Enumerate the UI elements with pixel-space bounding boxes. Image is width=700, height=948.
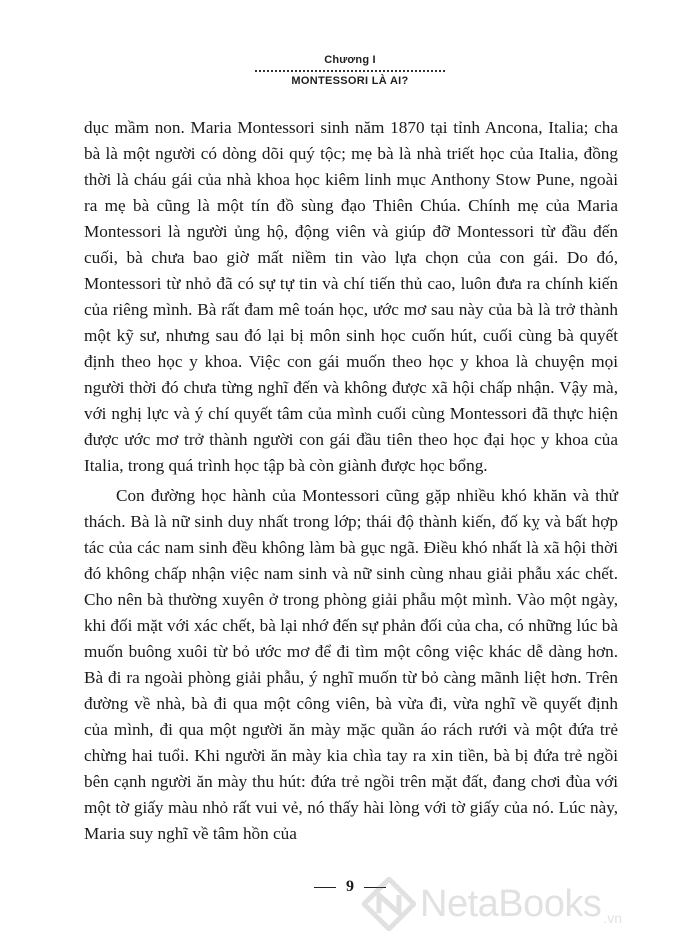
page-number-left-dash [314,887,336,888]
watermark-suffix: .vn [603,910,623,926]
netabooks-logo-icon [362,877,416,931]
chapter-subtitle: MONTESSORI LÀ AI? [291,75,409,87]
page-number-value: 9 [346,878,354,895]
header-dotted-divider [255,70,445,72]
page-body [84,115,618,847]
chapter-label: Chương I [324,54,376,66]
paragraph-continued: dục mầm non. Maria Montessori sinh năm 1870 tại tỉnh Ancona, Italia; cha bà là một người có dòng dõi quý tộc; mẹ bà là nhà triết học của Italia, đồng thời là cháu gái của nhà khoa học kiêm linh mục Anthony Stow Pune, ngoài ra mẹ bà cũng là một tín đồ sùng đạo Thiên Chúa. Chính mẹ của Maria Montessori là người ủng hộ, động viên và giúp đỡ Montessori từ đầu đến cuối, bà chưa bao giờ mất niềm tin vào lựa chọn của con gái. Do đó, Montessori từ nhỏ đã có sự tự tin và chí tiến thủ cao, luôn đưa ra chính kiến của riêng mình. Bà rất đam mê toán học, ước mơ sau này của bà là trở thành một kỹ sư, nhưng sau đó lại bị môn sinh học cuốn hút, cuối cùng bà quyết định theo học y khoa. Việc con gái muốn theo học y khoa là chuyện mọi người thời đó chưa từng nghĩ đến và không được xã hội chấp nhận. Vậy mà, với nghị lực và ý chí quyết tâm của mình cuối cùng Montessori đã thực hiện được ước mơ trở thành người con gái đầu tiên theo học đại học y khoa của Italia, trong quá trình học tập bà còn giành được học bổng. [84,118,618,475]
netabooks-watermark [362,874,692,934]
watermark-brand: NetaBooks [420,882,602,925]
chapter-header [0,54,700,88]
paragraph: Con đường học hành của Montessori cũng gặp nhiều khó khăn và thử thách. Bà là nữ sinh duy nhất trong lớp; thái độ thành kiến, đố kỵ và bất hợp tác của các nam sinh đều không làm bà gục ngã. Điều khó nhất là xã hội thời đó không chấp nhận việc nam sinh và nữ sinh cùng nhau giải phẫu xác chết. Cho nên bà thường xuyên ở trong phòng giải phẫu một mình. Vào một ngày, khi đối mặt với xác chết, bà lại nhớ đến sự phản đối của cha, có những lúc bà muốn buông xuôi từ bỏ ước mơ để đi tìm một công việc khác dễ dàng hơn. Bà đi ra ngoài phòng giải phẫu, ý nghĩ muốn từ bỏ càng mãnh liệt hơn. Trên đường về nhà, bà đi qua một công viên, bà vừa đi, vừa nghĩ về quyết định của mình, đi qua một người ăn mày mặc quần áo rách rưới và một đứa trẻ chừng hai tuổi. Khi người ăn mày kia chìa tay ra xin tiền, bà bị đứa trẻ ngồi bên cạnh người ăn mày thu hút: đứa trẻ ngồi trên mặt đất, đang chơi đùa với một tờ giấy màu nhỏ rất vui vẻ, nó thấy hài lòng với tờ giấy của nó. Lúc này, Maria suy nghĩ về tâm hồn của [84,486,618,843]
